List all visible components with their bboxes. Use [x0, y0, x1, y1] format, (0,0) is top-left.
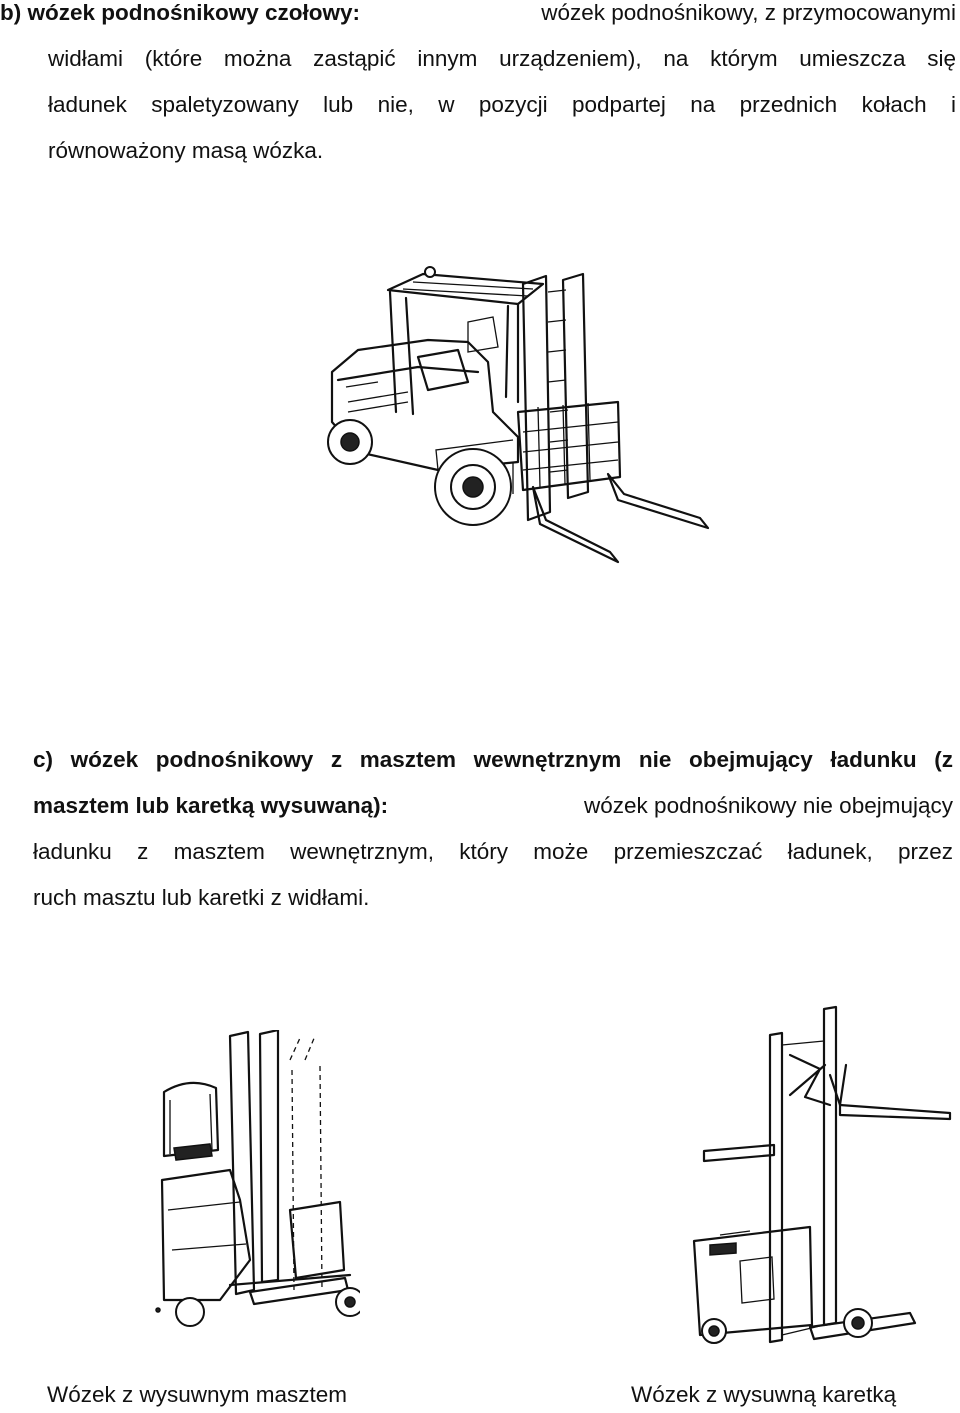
caption-reach-mast: Wózek z wysuwnym masztem — [47, 1382, 348, 1407]
section-b-line-3: ładunek spaletyzowany lub nie, w pozycji podpartej na przednich kołach i — [48, 92, 956, 117]
section-b-text: wózek podnośnikowy, z przymocowanymi — [541, 0, 956, 25]
section-c-text: wózek podnośnikowy nie obejmujący — [584, 793, 953, 818]
section-b-paragraph — [0, 0, 956, 174]
section-c-line-4: ruch masztu lub karetki z widłami. — [33, 885, 370, 910]
counterbalance-forklift-illustration — [318, 262, 718, 577]
reach-mast-truck-illustration — [150, 1030, 360, 1330]
section-c-label: c) wózek podnośnikowy z masztem wewnętrznym nie obejmujący ładunku (z — [33, 747, 953, 772]
section-b-line-4: równoważony masą wózka. — [48, 138, 324, 163]
section-c-bold-label: masztem lub karetką wysuwaną): — [33, 793, 389, 818]
caption-reach-carriage: Wózek z wysuwną karetką — [631, 1382, 897, 1407]
reach-carriage-truck-illustration — [690, 1005, 955, 1350]
section-b-line-1 — [0, 0, 956, 36]
section-b-line-2: widłami (które można zastąpić innym urządzeniem), na którym umieszcza się — [48, 46, 956, 71]
section-c-paragraph — [33, 737, 953, 921]
section-c-line-3: ładunku z masztem wewnętrznym, który może przemieszczać ładunek, przez — [33, 839, 953, 864]
section-b-label: b) wózek podnośnikowy czołowy: — [0, 0, 361, 25]
section-c-line-2 — [33, 783, 953, 829]
